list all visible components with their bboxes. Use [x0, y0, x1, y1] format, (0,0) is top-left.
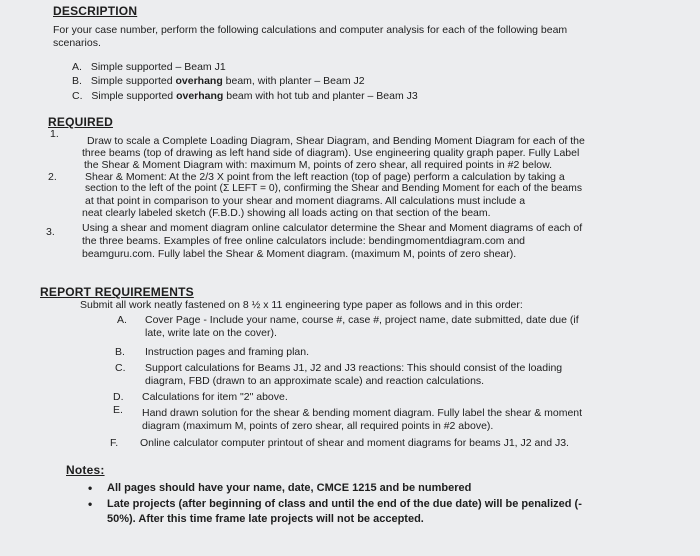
required-heading: REQUIRED — [48, 115, 113, 129]
report-item-letter: B. — [115, 346, 125, 358]
report-item-d-line: Calculations for item "2" above. — [142, 391, 288, 403]
report-item-b-line: Instruction pages and framing plan. — [145, 346, 310, 358]
scenario-text: Simple supported — [91, 90, 177, 102]
description-intro: For your case number, perform the following calculations and computer analysis for each of the following beam scenarios. — [53, 24, 568, 49]
notes-heading: Notes: — [66, 463, 105, 477]
required-item-number: 2. — [48, 171, 57, 183]
required-item-2-line: at that point in comparison to your shear and moment diagrams. All calculations must include a — [85, 195, 526, 207]
report-item-a-line: Cover Page - Include your name, course #, case #, project name, date submitted, date due (if — [145, 314, 579, 326]
report-intro: Submit all work neatly fastened on 8 ½ x 11 engineering type paper as follows and in this order: — [80, 299, 523, 311]
scenario-letter: A. — [72, 61, 82, 73]
report-item-letter: A. — [117, 314, 127, 326]
scenario-b — [72, 75, 365, 88]
scenario-letter: B. — [72, 75, 82, 87]
bullet-icon: • — [88, 481, 93, 495]
required-item-2-line: section to the left of the point (Σ LEFT = 0), confirming the Shear and Bending Moment for each of the beams — [85, 183, 582, 194]
scenario-text: Simple supported – Beam J1 — [90, 61, 226, 73]
report-item-letter: E. — [113, 404, 123, 416]
required-item-3-line: the three beams. Examples of free online calculators include: bendingmomentdiagram.com and — [82, 235, 525, 247]
report-item-e-line: diagram (maximum M, points of zero shear, all required points in #2 above). — [142, 420, 494, 432]
report-item-c-line: Support calculations for Beams J1, J2 and J3 reactions: This should consist of the loading — [145, 362, 563, 374]
report-item-c-line: diagram, FBD (drawn to an approximate scale) and reaction calculations. — [145, 375, 485, 387]
scenario-text-end: beam, with planter – Beam J2 — [222, 75, 365, 87]
report-heading: REPORT REQUIREMENTS — [40, 285, 194, 299]
report-item-e-line: Hand drawn solution for the shear & bending moment diagram. Fully label the shear & moment — [142, 407, 583, 419]
notes-item-line: 50%). After this time frame late projects will not be accepted. — [107, 513, 424, 525]
required-item-number: 3. — [46, 226, 55, 238]
report-item-letter: F. — [110, 437, 119, 449]
scenario-a — [72, 61, 226, 74]
report-item-letter: C. — [115, 362, 126, 374]
scenario-letter: C. — [72, 90, 83, 102]
scenario-bold-text: overhang — [175, 75, 223, 87]
scenario-c — [72, 90, 418, 103]
required-item-3-line: beamguru.com. Fully label the Shear & Moment diagram. (maximum M, points of zero shear). — [82, 248, 517, 260]
required-item-2-line: neat clearly labeled sketch (F.B.D.) showing all loads acting on that section of the beam. — [82, 207, 491, 219]
required-item-1-line: Draw to scale a Complete Loading Diagram, Shear Diagram, and Bending Moment Diagram for each of the — [87, 135, 585, 147]
scenario-text: Simple supported — [90, 75, 176, 87]
required-item-2-line: Shear & Moment: At the 2/3 X point from the left reaction (top of page) perform a calculation by taking a — [85, 171, 565, 183]
description-heading: DESCRIPTION — [53, 4, 138, 18]
required-item-1-line: the Shear & Moment Diagram with: maximum M, points of zero shear, all required points in #2 below. — [84, 159, 553, 171]
report-item-letter: D. — [113, 391, 124, 403]
bullet-icon: • — [88, 497, 93, 511]
scenario-text-end: beam with hot tub and planter – Beam J3 — [223, 90, 418, 102]
report-item-a-line: late, write late on the cover). — [145, 327, 277, 339]
required-item-3-line: Using a shear and moment diagram online calculator determine the Shear and Moment diagrams of each of — [82, 222, 583, 234]
notes-item-line: All pages should have your name, date, CMCE 1215 and be numbered — [107, 482, 472, 494]
report-item-f-line: Online calculator computer printout of shear and moment diagrams for beams J1, J2 and J3. — [140, 437, 569, 449]
required-item-number: 1. — [50, 128, 59, 140]
required-item-1-line: three beams (top of drawing as left hand side of diagram). Use engineering quality graph paper. Fully Label — [82, 147, 580, 159]
notes-item-line: Late projects (after beginning of class and until the end of the due date) will be penalized (- — [107, 498, 582, 510]
scenario-bold-text: overhang — [176, 90, 224, 102]
